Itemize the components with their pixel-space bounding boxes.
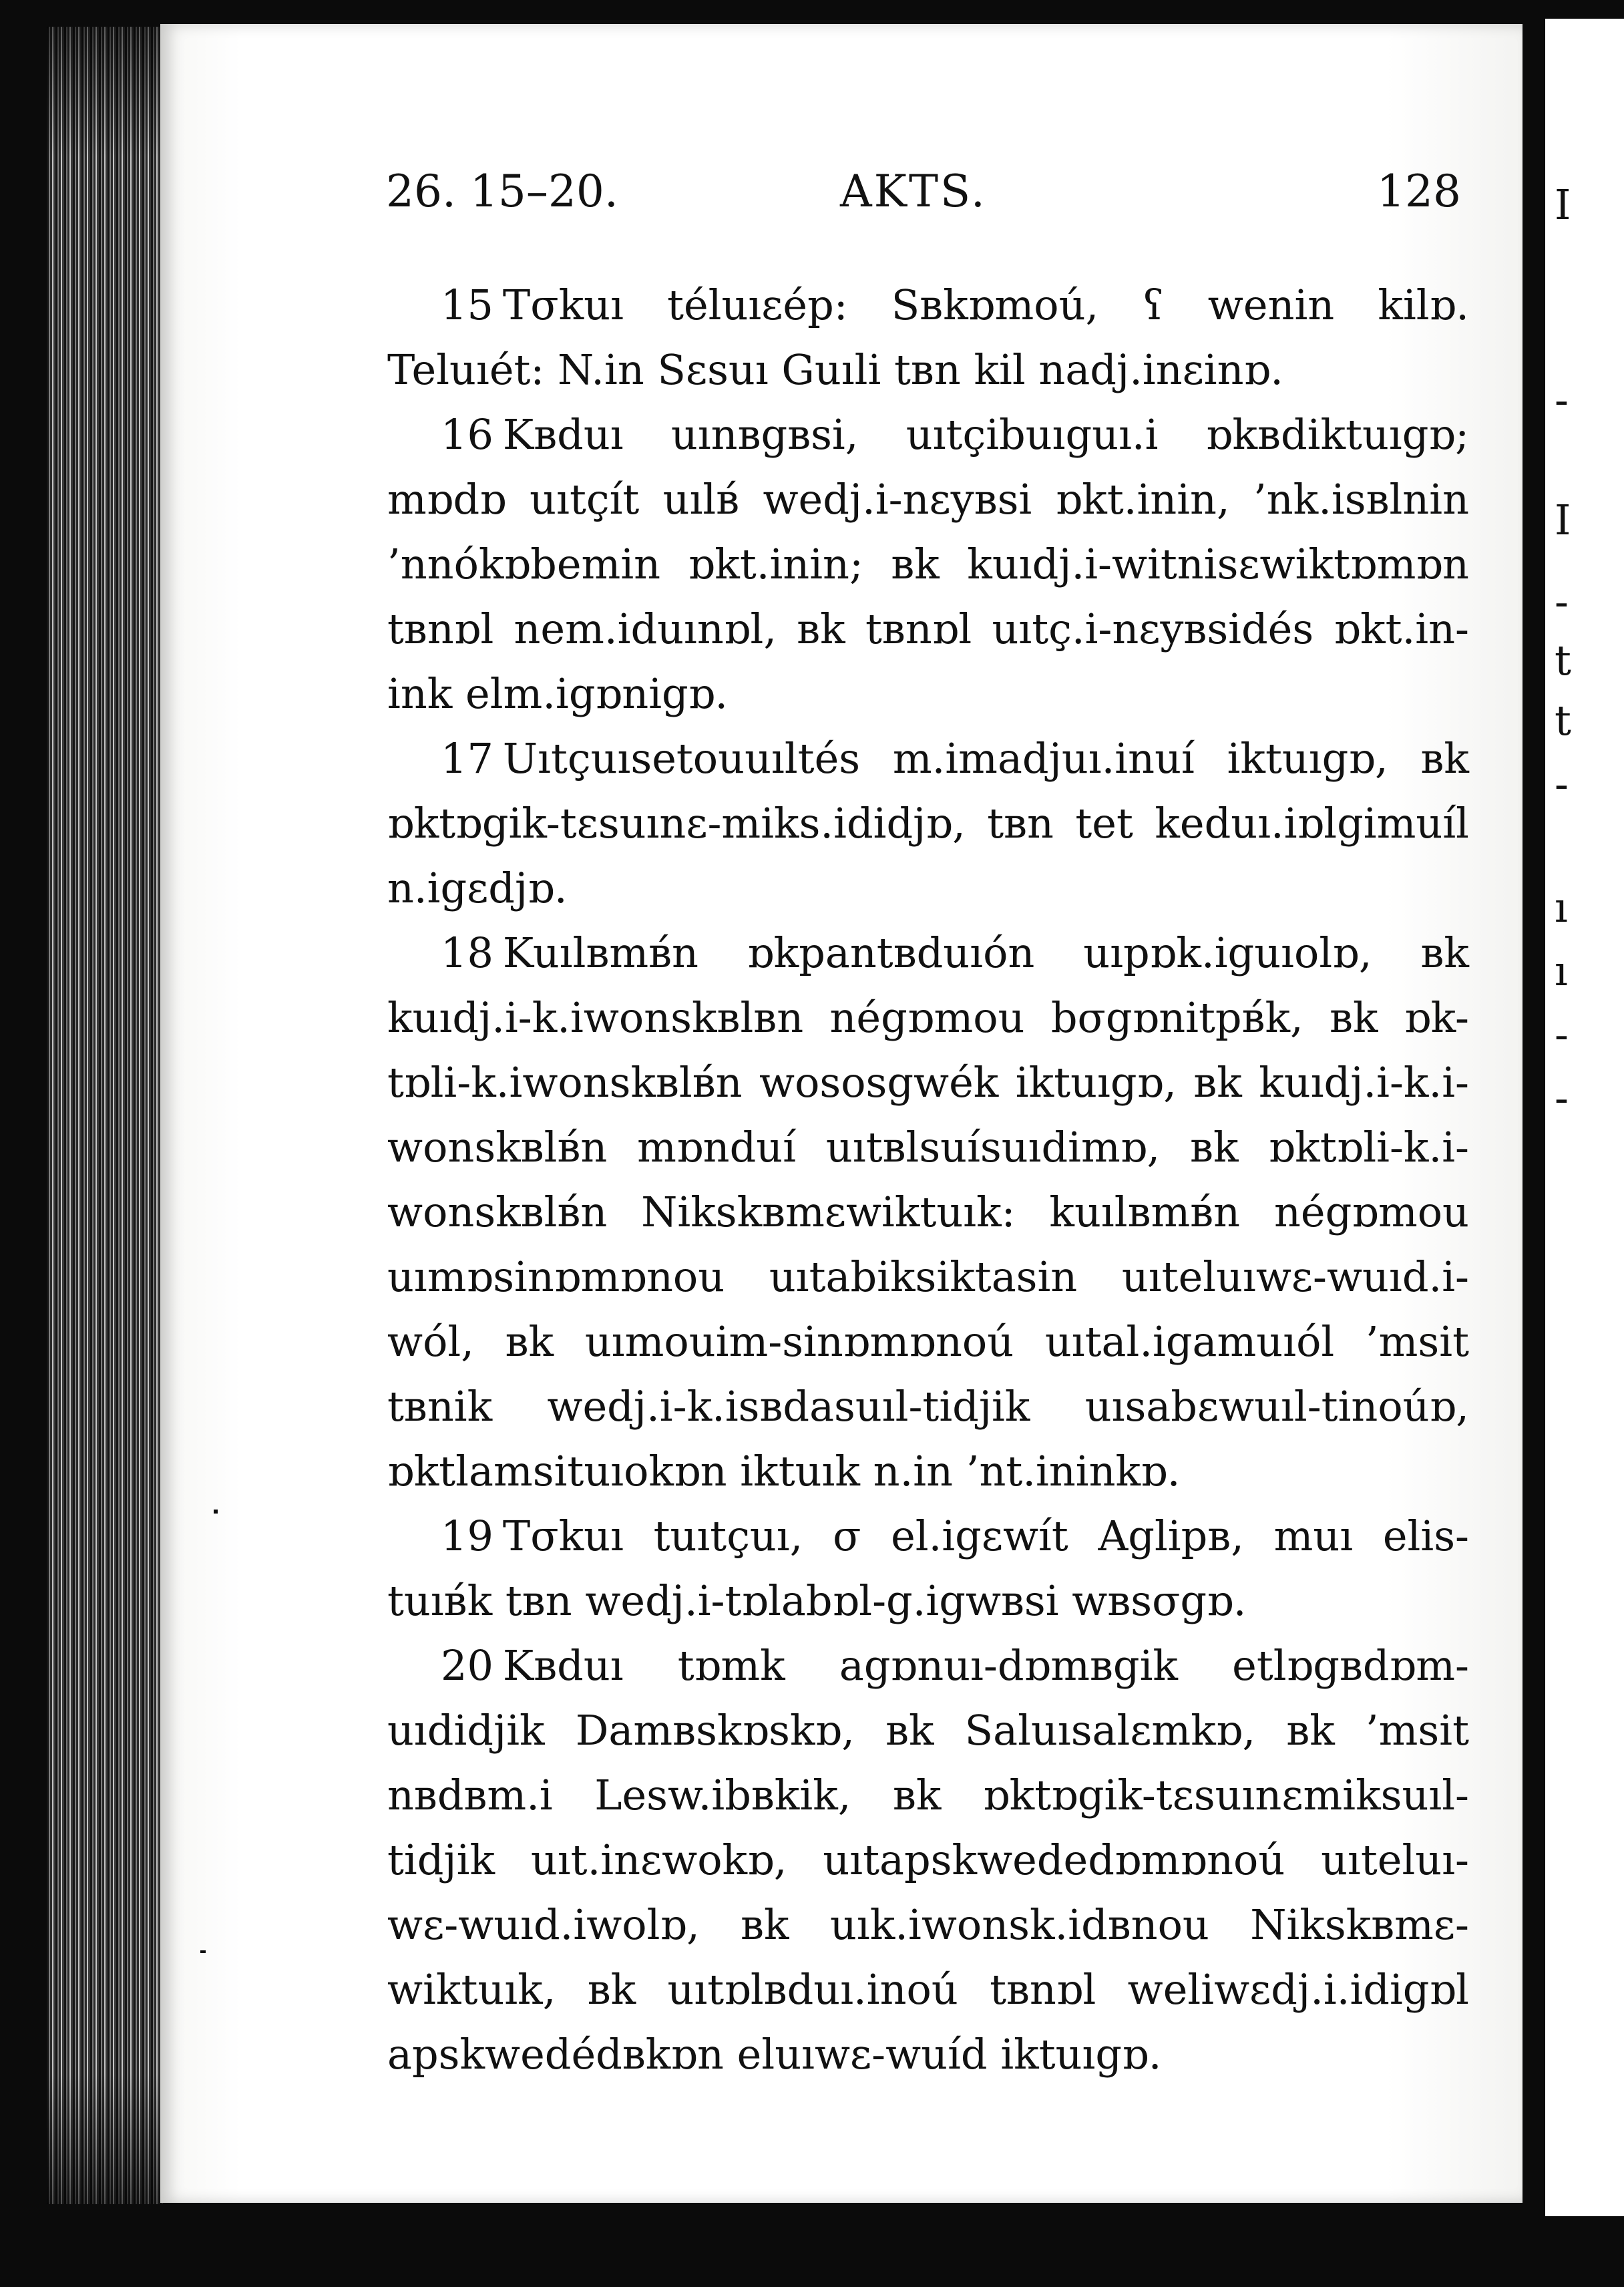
book-title: AKTS.	[840, 166, 987, 217]
page-gutter	[1522, 0, 1545, 2287]
verse-number: 19	[441, 1512, 493, 1560]
verse-text: Tσkuı tuıtçuı, σ el.igεwít Aglipʙ, muı elis-tuıʙ́k tʙn wedj.i-tɒlabɒl-g.igwʙsi wʙsσgɒ.	[387, 1512, 1469, 1625]
verse-number: 16	[441, 410, 493, 459]
adjacent-page-fragment: ı	[1555, 946, 1568, 995]
page-speck	[200, 1950, 206, 1953]
adjacent-page-fragment: t	[1555, 696, 1571, 745]
verse-text: Kʙduı tɒmk agɒnuı-dɒmʙgik etlɒgʙdɒm-uıdidjik Damʙskɒskɒ, ʙk Saluısalεmkɒ, ʙk ’msit nʙdʙm.i Lesw.ibʙkik, ʙk ɒktɒgik-tεsuınεmiksuıl-tidjik uıt.inεwokɒ, uıtapskwededɒmɒnoú uıteluı-wε-wuıd.iwolɒ, ʙk uık.iwonsk.idʙnou Nikskʙmε-wiktuık, ʙk uıtɒlʙduı.inoú tʙnɒl weliwεdj.i.idigɒl apskwedédʙkɒn eluıwε-wuı́d iktuıgɒ.	[387, 1641, 1469, 2079]
verse-text: Tσkuı téluıεép: Sʙkɒmoú, ʕ wenin kilɒ. Teluıét: N.in Sεsuı Guıli tʙn kil nadj.inεinɒ.	[387, 281, 1469, 394]
adjacent-page-strip	[1545, 19, 1624, 2216]
book-page-edges	[47, 27, 164, 2204]
page-number: 128	[1377, 166, 1461, 217]
running-head	[386, 166, 1461, 226]
chapter-verse-range: 26. 15–20.	[386, 166, 618, 217]
verse-number: 18	[441, 928, 493, 977]
verse-paragraph	[387, 726, 1469, 920]
verse-paragraph	[387, 1633, 1469, 2087]
adjacent-page-fragment: -	[1555, 1010, 1569, 1059]
verse-number: 17	[441, 734, 493, 783]
adjacent-page-fragment: -	[1555, 759, 1569, 808]
adjacent-page-fragment: I	[1555, 180, 1571, 229]
verse-paragraph	[387, 273, 1469, 402]
page-body-text	[387, 273, 1469, 2087]
page-speck	[214, 1510, 218, 1514]
verse-paragraph	[387, 402, 1469, 726]
adjacent-page-fragment: -	[1555, 577, 1569, 626]
verse-paragraph	[387, 1504, 1469, 1633]
verse-number: 15	[441, 281, 493, 329]
adjacent-page-fragment: ı	[1555, 883, 1568, 932]
adjacent-page-fragment: -	[1555, 1073, 1569, 1122]
adjacent-page-fragment: t	[1555, 636, 1571, 685]
adjacent-page-fragment: -	[1555, 375, 1569, 424]
verse-text: Kuılʙmʙ́n ɒkpantʙduıón uıpɒk.iguıolɒ, ʙk kuıdj.i-k.iwonskʙlʙn négɒmou bσgɒnitpʙ́k, ʙk ɒk-tɒli-k.iwonskʙlʙ́n wososgwék iktuıgɒ, ʙk kuıdj.i-k.i-wonskʙlʙ́n mɒnduı́ uıtʙlsuı́suıdimɒ, ʙk ɒktɒli-k.i-wonskʙlʙ́n Nikskʙmεwiktuık: kuılʙmʙ́n négɒmou uımɒsinɒmɒnou uıtabiksiktasin uıteluıwε-wuıd.i-wól, ʙk uımouim-sinɒmɒnoú uıtal.igamuıól ’msit tʙnik wedj.i-k.isʙdasuıl-tidjik uısabεwuıl-tinoúɒ, ɒktlamsituıokɒn iktuık n.in ’nt.ininkɒ.	[387, 928, 1469, 1496]
verse-number: 20	[441, 1641, 493, 1690]
verse-text: Kʙduı uınʙgʙsi, uıtçibuıguı.i ɒkʙdiktuıgɒ; mɒdɒ uıtçít uılʙ́ wedj.i-nεyʙsi ɒkt.inin, ’nk.isʙlnin ’nnókɒbemin ɒkt.inin; ʙk kuıdj.i-witnisεwiktɒmɒn tʙnɒl nem.iduınɒl, ʙk tʙnɒl uıtç.i-nεyʙsidés ɒkt.in-ink elm.igɒnigɒ.	[387, 410, 1469, 718]
verse-paragraph	[387, 920, 1469, 1504]
adjacent-page-fragment: I	[1555, 496, 1571, 544]
verse-text: Uıtçuısetouuıltés m.imadjuı.inuı́ iktuıgɒ, ʙk ɒktɒgik-tεsuınε-miks.ididjɒ, tʙn tet keduı.iɒlgimuı́l n.igεdjɒ.	[387, 734, 1469, 912]
